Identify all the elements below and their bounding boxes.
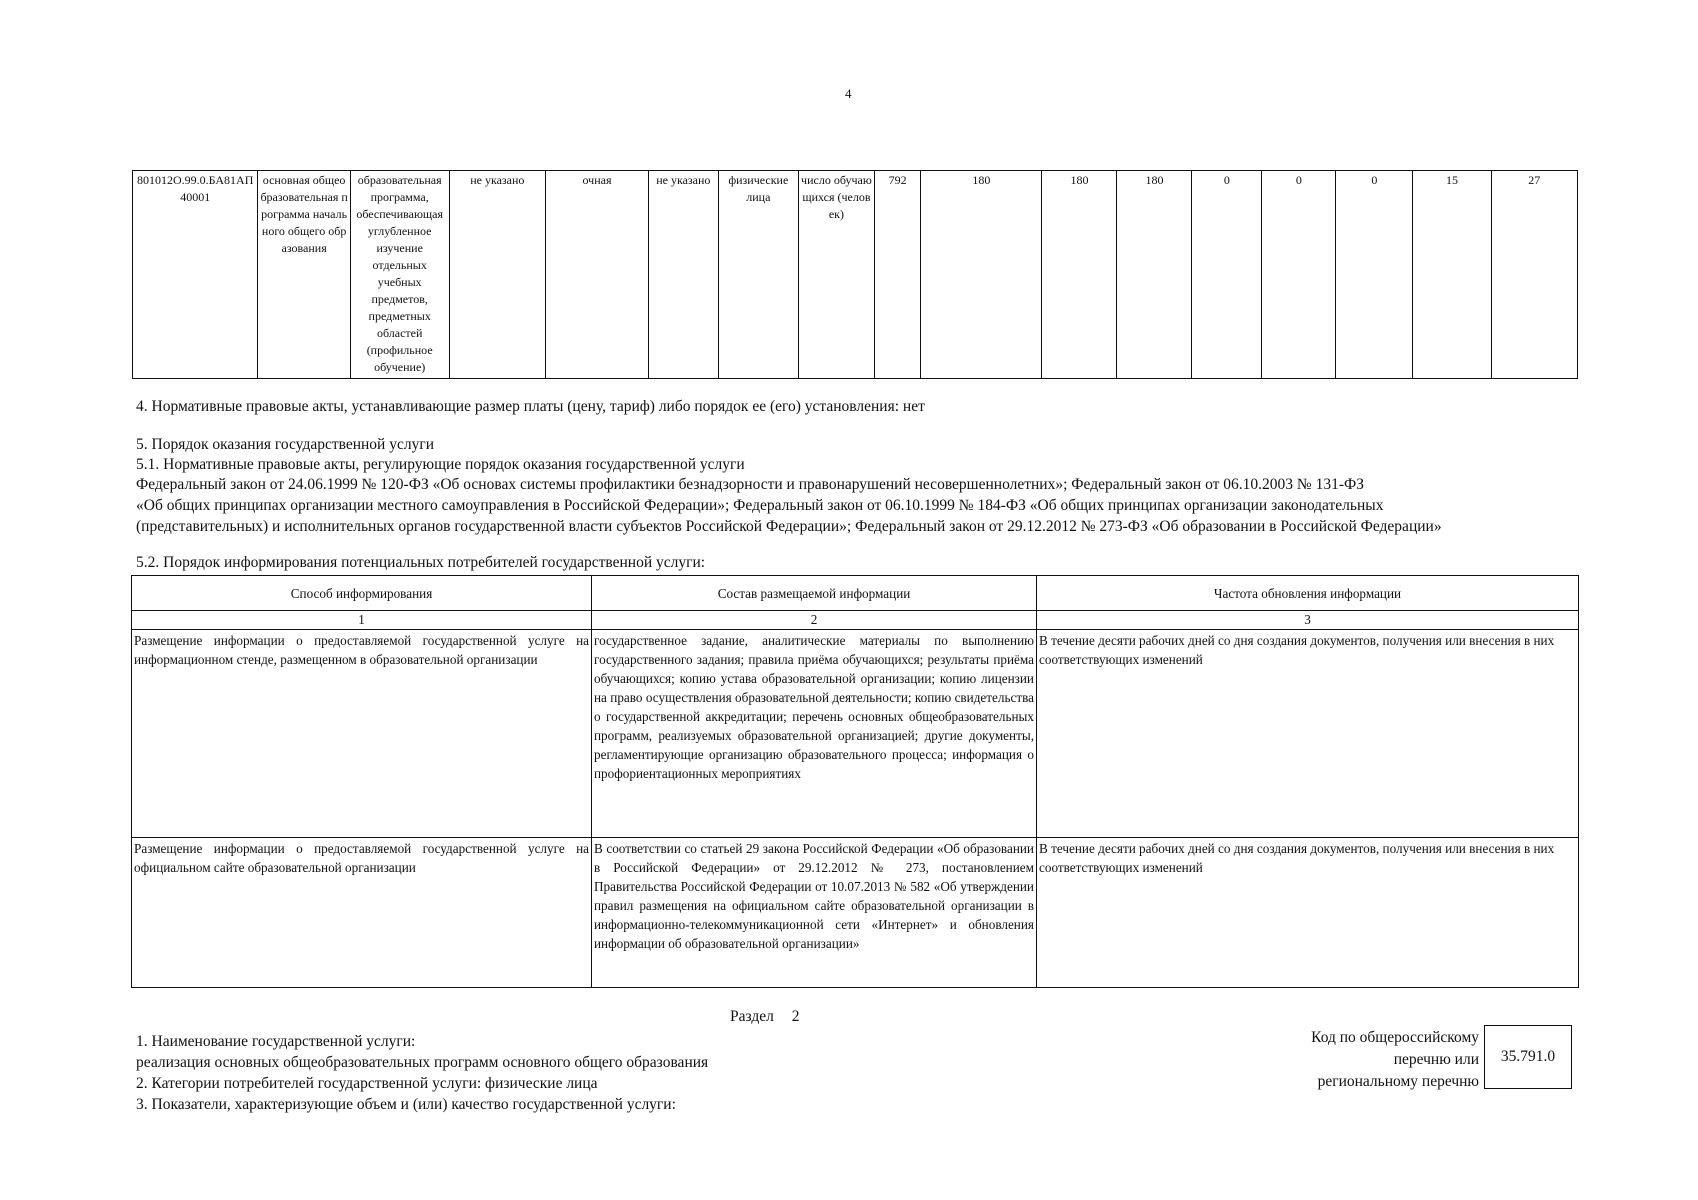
- indicator-name-cell: число обучающихся (человек): [798, 171, 874, 379]
- value-cell: 0: [1192, 171, 1262, 379]
- registry-code-value: 35.791.0: [1500, 1048, 1556, 1065]
- column-header: Способ информирования: [132, 576, 592, 611]
- program-type-cell: основная общеобразовательная программа начального общего образования: [258, 171, 350, 379]
- content-cell: В соответствии со статьей 29 закона Российской Федерации «Об образовании в Российской Федерации» от 29.12.2012 № 273, постановлением Правительства Российской Федерации от 10.07.2013 № 582 «Об утверждении правил размещения на официальном сайте образовательной организации в информационно-телекоммуникационной сети «Интернет» и обновления информации об образовательной организации»: [592, 838, 1037, 988]
- column-number-row: [132, 611, 1579, 630]
- value-cell: 15: [1413, 171, 1491, 379]
- section51-title: 5.1. Нормативные правовые акты, регулирующие порядок оказания государственной услуги: [136, 456, 745, 473]
- section4-text: 4. Нормативные правовые акты, устанавливающие размер платы (цену, тариф) либо порядок ее (его) установления: нет: [136, 398, 925, 415]
- section51-line-1: Федеральный закон от 24.06.1999 № 120-ФЗ «Об основах системы профилактики безнадзорности и правонарушений несовершеннолетних»; Федеральный закон от 06.10.2003 № 131-ФЗ: [136, 476, 1364, 493]
- section2-item3: 3. Показатели, характеризующие объем и (или) качество государственной услуги:: [136, 1096, 676, 1113]
- frequency-cell: В течение десяти рабочих дней со дня создания документов, получения или внесения в них соответствующих изменений: [1037, 630, 1579, 838]
- value-cell: 180: [921, 171, 1042, 379]
- code-label: [1290, 1027, 1479, 1093]
- frequency-cell: В течение десяти рабочих дней со дня создания документов, получения или внесения в них соответствующих изменений: [1037, 838, 1579, 988]
- table-row: [132, 838, 1579, 988]
- form-cell: очная: [546, 171, 649, 379]
- column-number: 1: [132, 611, 592, 630]
- column-number: 3: [1037, 611, 1579, 630]
- page-number: 4: [845, 86, 852, 101]
- section51-line-2: «Об общих принципах организации местного самоуправления в Российской Федерации»; Федеральный закон от 06.10.1999 № 184-ФЗ «Об общих принципах организации законодательных: [136, 497, 1384, 514]
- table-row: [132, 630, 1579, 838]
- category-cell: не указано: [449, 171, 546, 379]
- section-number: 2: [791, 1008, 800, 1025]
- value-cell: 27: [1491, 171, 1577, 379]
- service-indicators-table: [132, 170, 1578, 379]
- section2-item2: 2. Категории потребителей государственной услуги: физические лица: [136, 1075, 598, 1092]
- unit-code-cell: 792: [874, 171, 920, 379]
- code-label-line: Код по общероссийскому: [1311, 1029, 1479, 1046]
- column-number: 2: [592, 611, 1037, 630]
- condition-cell: не указано: [648, 171, 718, 379]
- code-label-line: перечню или: [1393, 1051, 1479, 1068]
- registry-code-box: [1484, 1025, 1572, 1089]
- program-content-cell: образовательная программа, обеспечивающая углубленное изучение отдельных учебных предметов, предметных областей (профильное обучение): [350, 171, 449, 379]
- section51-line-3: (представительных) и исполнительных органов государственной власти субъектов Российской Федерации»; Федеральный закон от 29.12.2012 № 273-ФЗ «Об образовании в Российской Федерации»: [136, 518, 1442, 535]
- section2-item1-value: реализация основных общеобразовательных программ основного общего образования: [136, 1054, 709, 1071]
- table-header-row: [132, 576, 1579, 611]
- value-cell: 0: [1262, 171, 1336, 379]
- section5-title: 5. Порядок оказания государственной услуги: [136, 436, 434, 453]
- value-cell: 180: [1117, 171, 1192, 379]
- table-row: [133, 171, 1578, 379]
- informing-table: [131, 575, 1579, 988]
- section-label: Раздел: [730, 1008, 774, 1025]
- section2-item1-title: 1. Наименование государственной услуги:: [136, 1033, 416, 1050]
- code-label-line: региональному перечню: [1317, 1073, 1479, 1090]
- content-cell: государственное задание, аналитические материалы по выполнению государственного задания; правила приёма обучающихся; результаты приёма обучающихся; копию устава образовательной организации; копию лицензии на право осуществления образовательной деятельности; копию свидетельства о государственной аккредитации; перечень основных общеобразовательных программ, реализуемых образовательной организацией; другие документы, регламентирующие организацию образовательного процесса; информация о профориентационных мероприятиях: [592, 630, 1037, 838]
- value-cell: 0: [1336, 171, 1413, 379]
- method-cell: Размещение информации о предоставляемой государственной услуге на официальном сайте образовательной организации: [132, 838, 592, 988]
- method-cell: Размещение информации о предоставляемой государственной услуге на информационном стенде, размещенном в образовательной организации: [132, 630, 592, 838]
- consumers-cell: физические лица: [718, 171, 798, 379]
- column-header: Состав размещаемой информации: [592, 576, 1037, 611]
- section52-title: 5.2. Порядок информирования потенциальных потребителей государственной услуги:: [136, 554, 706, 571]
- registry-number-cell: 801012О.99.0.БА81АП40001: [133, 171, 258, 379]
- section-heading: [730, 1008, 799, 1026]
- column-header: Частота обновления информации: [1037, 576, 1579, 611]
- value-cell: 180: [1042, 171, 1117, 379]
